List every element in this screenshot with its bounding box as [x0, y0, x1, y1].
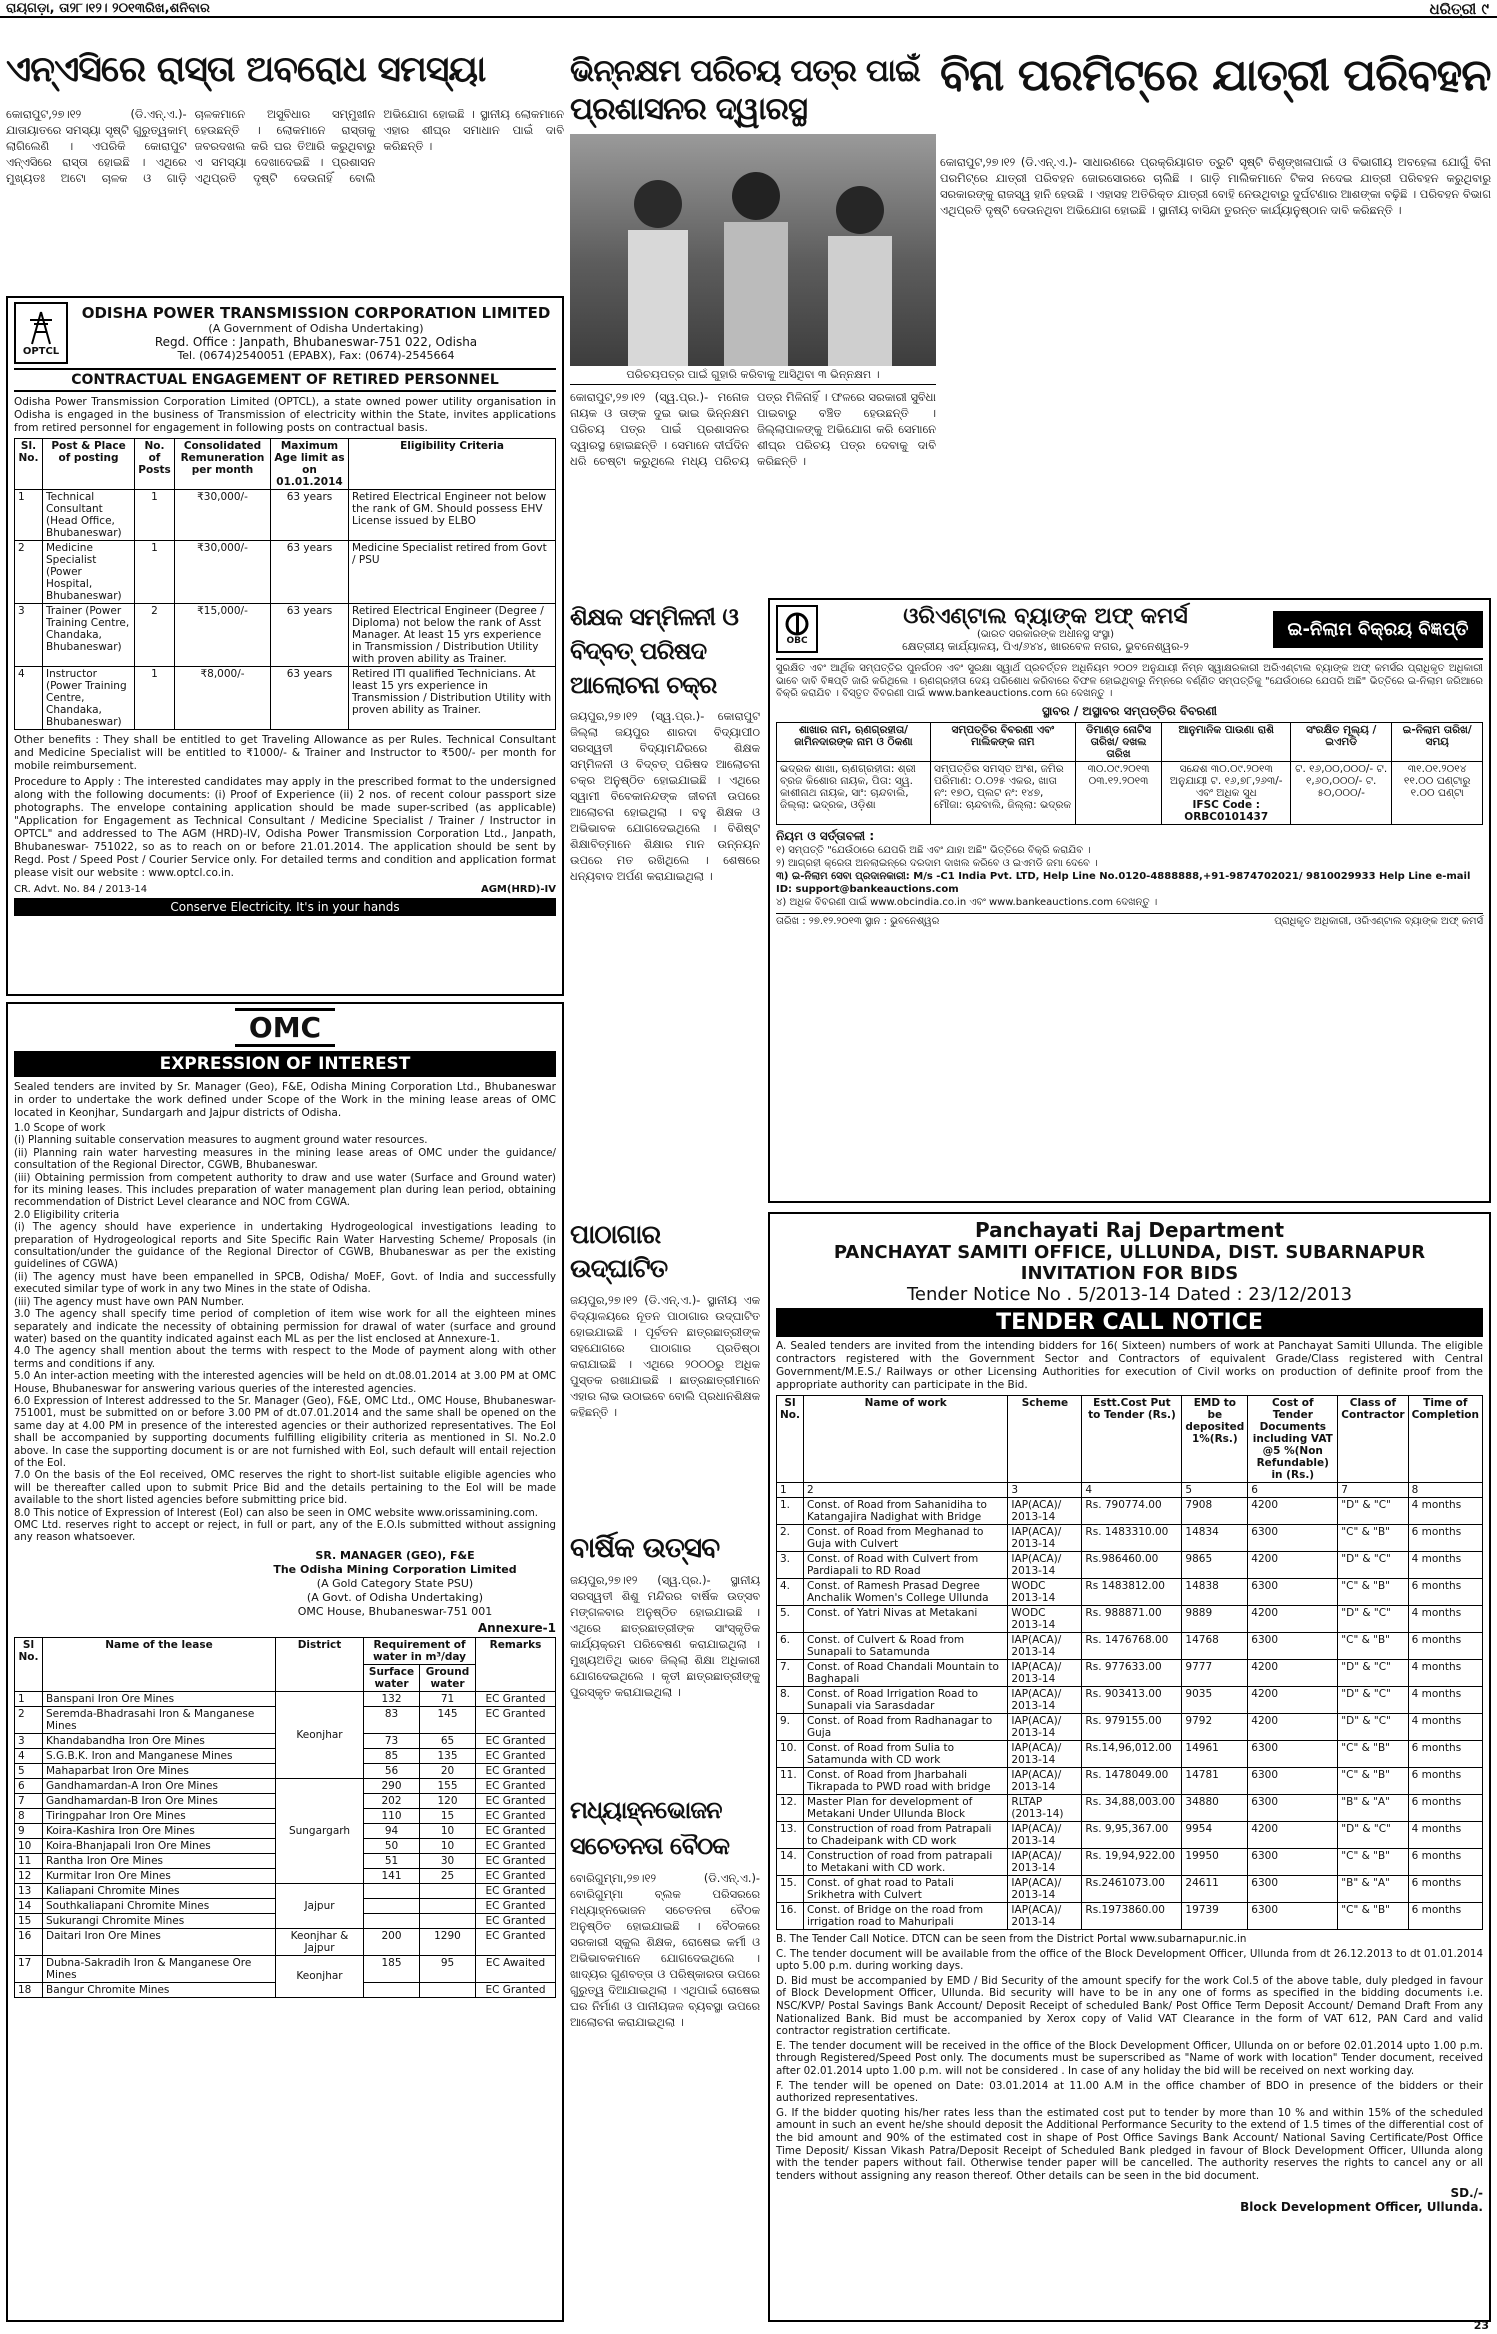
eoi-points	[14, 1123, 556, 1545]
terms-3: ୩) ଇ-ନିଲାମ ସେବା ପ୍ରଦାନକାରୀ: M/s -C1 India Pvt. LTD, Help Line No.0120-4888888,+91-9874702021/ 9810029933 Help Line e-mail ID: support@bankeauctions.com	[776, 870, 1471, 895]
terms-head: ନିୟମ ଓ ସର୍ତ୍ତାବଳୀ :	[776, 828, 875, 843]
table-row: 10 Koira-Bhanjapali Iron Ore Mines 50 10 EC Granted	[15, 1838, 556, 1853]
obc-logo: OBC	[776, 605, 818, 653]
omc-advertisement	[6, 1002, 564, 2322]
article-body: ଜୟପୁର,୨୭।୧୨ (ସ୍ୱ.ପ୍ର.)- ସ୍ଥାନୀୟ ସରସ୍ୱତୀ ଶିଶୁ ମନ୍ଦିରର ବାର୍ଷିକ ଉତ୍ସବ ମଙ୍ଗଳବାର ଅନୁଷ୍ଠିତ ହୋଇଯାଇଛି । ଏଥିରେ ଛାତ୍ରଛାତ୍ରୀଙ୍କ ସାଂସ୍କୃତିକ କାର୍ଯ୍ୟକ୍ରମ ପରିବେଷଣ କରାଯାଇଥିଲା । ମୁଖ୍ୟଅତିଥି ଭାବେ ଜିଲ୍ଲା ଶିକ୍ଷା ଅଧିକାରୀ ଯୋଗଦେଇଥିଲେ । କୃତୀ ଛାତ୍ରଛାତ୍ରୀଙ୍କୁ ପୁରସ୍କୃତ କରାଯାଇଥିଲା ।	[570, 1573, 760, 1699]
auction-tag: ଇ-ନିଲାମ ବିକ୍ରୟ ବିଜ୍ଞପ୍ତି	[1273, 611, 1483, 648]
story-library	[570, 1218, 760, 1518]
mines-table: Sl No. Name of the lease District Requirement of water in m³/day Remarks Surface water Ground water 1 Banspani Iron Ore Mines Keonjhar 132 71 EC Granted 2 Seremda-Bhadrasahi Iron & Manganese Mines 83 145 EC Granted 3 Khandabandha Iron Ore Mines 73 65 EC Granted 4 S.G.B.K. Iron and Manganese Mines 85 135 EC Granted 5 Mahaparbat Iron Ore Mines 56 20 EC Granted 6 Gandhamardan-A Iron Ore Mines Sungargarh 290 155 EC Granted 7 Gandhamardan-B Iron Ore Mines 202 120 EC Granted 8 Tiringpahar Iron Ore Mines 110 15 EC Granted 9 Koira-Kashira Iron Ore Mines 94 10 EC Granted 10 Koira-Bhanjapali Iron Ore Mines 50 10 EC Granted 11 Rantha Iron Ore Mines 51 30 EC Granted 12 Kurmitar Iron Ore Mines 141 25 EC Granted 13 Kaliapani Chromite Mines Jajpur EC Granted 14 Southkaliapani Chromite Mines EC Granted 15 Sukurangi Chromite Mines EC Granted 16 Daitari Iron Ore Mines Keonjhar & Jajpur 200 1290 EC Granted 17 Dubna-Sakradih Iron & Manganese Ore Mines Keonjhar 185 95 EC Awaited 18 Bangur Chromite Mines EC Granted	[14, 1637, 556, 1998]
tower-icon	[26, 310, 56, 346]
eoi-point: (iii) Obtaining permission from competent authority to draw and use water (Surface and Ground water) for its mining leases. This includes preparation of water management plan during lean period, obtaining recommendation of District Level clearance and NOC from CGWA.	[14, 1172, 556, 1209]
story-annual-function	[570, 1530, 760, 1780]
table-row: 14. Construction of road from patrapali to Metakani with CD work. IAP(ACA)/ 2013-14 Rs. 19,94,922.00 19950 6300 "C" & "B" 6 months	[777, 1849, 1483, 1876]
table-row: 4 S.G.B.K. Iron and Manganese Mines 85 135 EC Granted	[15, 1748, 556, 1763]
bank-name: ଓରିଏଣ୍ଟାଲ ବ୍ୟାଙ୍କ ଅଫ୍ କମର୍ସ	[903, 604, 1188, 629]
eoi-point: 3.0 The agency shall specify time period of completion of item wise work for all the eighteen mines separately and indicate the necessity of obtaining permission for drawal of water (surface and ground water) based on the quantity indicated against each ML as per the list enclosed at Annexure-1.	[14, 1309, 556, 1345]
headline: ଶିକ୍ଷକ ସମ୍ମିଳନୀ ଓ ବିଦ୍ବତ୍‌ ପରିଷଦ ଆଲୋଚନା ଚକ୍ର	[570, 603, 738, 699]
story-midday-meal	[570, 1792, 760, 2322]
table-row: 6 Gandhamardan-A Iron Ore Mines Sungargarh 290 155 EC Granted	[15, 1778, 556, 1793]
table-row: 9. Const. of Road from Radhanagar to Guja IAP(ACA)/ 2013-14 Rs. 979155.00 9792 4200 "D" & "C" 4 months	[777, 1714, 1483, 1741]
table-row: 17 Dubna-Sakradih Iron & Manganese Ore Mines Keonjhar 185 95 EC Awaited	[15, 1955, 556, 1982]
headline: ବିନା ପରମିଟ୍‌ରେ ଯାତ୍ରୀ ପରିବହନ	[940, 50, 1491, 101]
table-row: 12 Kurmitar Iron Ore Mines 141 25 EC Granted	[15, 1868, 556, 1883]
eoi-intro: Sealed tenders are invited by Sr. Manager (Geo), F&E, Odisha Mining Corporation Ltd., Bhubaneswar in order to undertake the work defined under Scope of the Work in the mining lease areas of OMC located in Keonjhar, Sundargarh and Jajpur districts of Odisha.	[14, 1081, 556, 1119]
photo-caption: ପରିଚୟପତ୍ର ପାଇଁ ଗୁହାରି କରିବାକୁ ଆସିଥିବା ୩ ଭିନ୍ନକ୍ଷମ ।	[570, 366, 936, 385]
sign-bdo: Block Development Officer, Ullunda.	[1240, 2200, 1483, 2215]
article-body: ଜୟପୁର,୨୭।୧୨ (ଡି.ଏନ୍‌.ଏ.)- ସ୍ଥାନୀୟ ଏକ ବିଦ୍ୟାଳୟରେ ନୂତନ ପାଠାଗାର ଉଦ୍‌ଘାଟିତ ହୋଇଯାଇଛି । ପୂର୍ବତନ ଛାତ୍ରଛାତ୍ରୀଙ୍କ ସହଯୋଗରେ ପାଠାଗାର ପ୍ରତିଷ୍ଠା କରାଯାଇଛି । ଏଥିରେ ୨୦୦୦ରୁ ଅଧିକ ପୁସ୍ତକ ରଖାଯାଇଛି । ଛାତ୍ରଛାତ୍ରୀମାନେ ଏହାର ଲାଭ ଉଠାଇବେ ବୋଲି ପ୍ରଧାନଶିକ୍ଷକ କହିଛନ୍ତି ।	[570, 1293, 760, 1419]
benefits: Other benefits : They shall be entitled to get Traveling Allowance as per Rules. Technical Consultant and Medicine Specialist will be entitled to ₹1000/- & Trainer and Instructor to ₹500/- per month for mobile reimbursement.	[14, 734, 556, 772]
property-table: ଶାଖାର ନାମ, ଋଣଗ୍ରହୀତା/ଜାମିନଦାରଙ୍କ ନାମ ଓ ଠିକଣା ସମ୍ପତ୍ତିର ବିବରଣୀ ଏବଂ ମାଲିକଙ୍କ ନାମ ଡିମାଣ୍ଡ ନୋଟିସ ତାରିଖ/ ଦଖଲ ତାରିଖ ଆନୁମାନିକ ପାଉଣା ରାଶି ସଂରକ୍ଷିତ ମୂଲ୍ୟ / ଇଏମଡି ଇ-ନିଲାମ ତାରିଖ/ ସମୟ ଭଦ୍ରକ ଶାଖା, ଋଣଗ୍ରହୀତା: ଶ୍ରୀ ବ୍ରଜ କିଶୋର ନାୟକ, ପିତା: ସ୍ୱ. କାଶୀନାଥ ନାୟକ, ସାଂ: ଚାନ୍ଦବାଲି, ଜିଲ୍ଲା: ଭଦ୍ରକ, ଓଡ଼ିଶା ସମ୍ପତ୍ତିର ସମସ୍ତ ଅଂଶ, ଜମିର ପରିମାଣ: ୦.୦୨୫ ଏକର, ଖାତା ନଂ: ୧୭୦, ପ୍ଲଟ ନଂ: ୧୪୭, ମୌଜା: ଚାନ୍ଦବାଲି, ଜିଲ୍ଲା: ଭଦ୍ରକ ୩୦.୦୯.୨୦୧୩ ୦୩.୧୨.୨୦୧୩ ସନ୍ଦେଶ ୩୦.୦୯.୨୦୧୩ ଅନୁଯାୟୀ ଟ. ୧୬,୭୮,୨୬୩/- ଏବଂ ଅଧିକ ସୁଧ IFSC Code : ORBC0101437 ଟ. ୧୬,୦୦,୦୦୦/- ଟ. ୧,୬୦,୦୦୦/- ଟ. ୫୦,୦୦୦/- ୩୧.୦୧.୨୦୧୪ ୧୧.୦୦ ଘଣ୍ଟାରୁ ୧.୦୦ ଘଣ୍ଟା	[776, 722, 1483, 825]
table-row: 5 Mahaparbat Iron Ore Mines 56 20 EC Granted	[15, 1763, 556, 1778]
auction-intro: ସୁରକ୍ଷିତ ଏବଂ ଆର୍ଥିକ ସମ୍ପତ୍ତିର ପୁନର୍ଗଠନ ଏବଂ ସୁରକ୍ଷା ସ୍ୱାର୍ଥ ପ୍ରବର୍ତ୍ତନ ଅଧିନିୟମ ୨୦୦୨ ଅନୁଯାୟୀ ନିମ୍ନ ସ୍ୱାକ୍ଷରକାରୀ ଅରିଏଣ୍ଟାଲ ବ୍ୟାଙ୍କ ଅଫ୍ କମର୍ସର ପ୍ରାଧିକୃତ ଅଧିକାରୀ ଭାବେ ଦାବି ବିଜ୍ଞପ୍ତି ଜାରି କରିଥିଲେ । ଋଣଗ୍ରହୀତା ଦେୟ ପରିଶୋଧ କରିବାରେ ବିଫଳ ହୋଇଥିବାରୁ ନିମ୍ନରେ ବର୍ଣ୍ଣିତ ସମ୍ପତ୍ତିକୁ "ଯେଉଁଠାରେ ଯେପରି ଅଛି" ଭିତ୍ତିରେ ଇ-ନିଲାମ ଜରିଆରେ ବିକ୍ରି କରାଯିବ । ବିସ୍ତୃତ ବିବରଣୀ ପାଇଁ www.bankeauctions.com ରେ ଦେଖନ୍ତୁ ।	[776, 663, 1483, 699]
table-row: 2 Medicine Specialist (Power Hospital, Bhubaneswar) 1 ₹30,000/- 63 years Medicine Specialist retired from Govt / PSU	[15, 541, 556, 604]
omc-logo: OMC	[235, 1008, 335, 1047]
table-row: 15 Sukurangi Chromite Mines EC Granted	[15, 1913, 556, 1928]
table-row: 11 Rantha Iron Ore Mines 51 30 EC Granted	[15, 1853, 556, 1868]
footer-page: 23	[1473, 2319, 1489, 2332]
eoi-point: 5.0 An inter-action meeting with the interested agencies will be held on dt.08.01.2014 at 3.00 PM at OMC House, Bhubaneswar for answering various queries of the interested agencies.	[14, 1371, 556, 1395]
article-body: ଜୟପୁର,୨୭।୧୨ (ସ୍ୱ.ପ୍ର.)- କୋରାପୁଟ ଜିଲ୍ଲା ଜୟପୁର ଶାରଦା ବିଦ୍ୟାପୀଠ ସରସ୍ୱତୀ ବିଦ୍ୟାମନ୍ଦିରରେ ଶିକ୍ଷକ ସମ୍ମିଳନୀ ଓ ବିଦ୍ବତ୍‌ ପରିଷଦ ଆଲୋଚନା ଚକ୍ର ଅନୁଷ୍ଠିତ ହୋଇଯାଇଛି । ଏଥିରେ ସ୍ୱାମୀ ବିବେକାନନ୍ଦଙ୍କ ଜୀବନୀ ଉପରେ ଆଲୋଚନା ହୋଇଥିଲା । ବହୁ ଶିକ୍ଷକ ଓ ଅଭିଭାବକ ଯୋଗଦେଇଥିଲେ । ବିଶିଷ୍ଟ ଶିକ୍ଷାବିତ୍‌ମାନେ ଶିକ୍ଷାର ମାନ ଉନ୍ନୟନ ଉପରେ ମତ ରଖିଥିଲେ । ଶେଷରେ ଧନ୍ୟବାଦ ଅର୍ପଣ କରାଯାଇଥିଲା ।	[570, 709, 760, 883]
place-date: ତାରିଖ : ୨୭.୧୨.୨୦୧୩ ସ୍ଥାନ : ଭୁବନେଶ୍ୱର	[776, 915, 940, 927]
company-address: Regd. Office : Janpath, Bhubaneswar-751 022, Odisha	[154, 335, 478, 349]
bank-sub: (ଭାରତ ସରକାରଙ୍କ ଅଧୀନସ୍ଥ ସଂସ୍ଥା)	[976, 629, 1115, 640]
company-sub: (A Government of Odisha Undertaking)	[208, 322, 424, 335]
table-row: 16 Daitari Iron Ore Mines Keonjhar & Jajpur 200 1290 EC Granted	[15, 1928, 556, 1955]
article-body: କୋରାପୁଟ,୨୭।୧୨ (ଡି.ଏନ୍‌.ଏ.)- ଯାତାୟାତରେ ସମସ୍ୟା ସୃଷ୍ଟି ଗୁରୁତ୍ୱକାମ୍‌ ଲାଗିଲେଣି । ଏପରିକି କୋରାପୁଟ ଏନ୍‌ଏସିରେ ରାସ୍ତା ହୋଇଛି । ଏଥିରେ ମୁଖ୍ୟତଃ ଅଟୋ ଚାଳକ ଓ ଗାଡ଼ି ଚାଳକମାନେ ଅସୁବିଧାର ସମ୍ମୁଖୀନ ହେଉଛନ୍ତି । ଲୋକମାନେ ରାସ୍ତାକୁ ଜବରଦଖଲ କରି ଘର ତିଆରି କରୁଥିବାରୁ ଏ ସମସ୍ୟା ଦେଖାଦେଇଛି । ପ୍ରଶାସନ ଏଥିପ୍ରତି ଦୃଷ୍ଟି ଦେଉନାହିଁ ବୋଲି ଅଭିଯୋଗ ହୋଇଛି । ସ୍ଥାନୀୟ ଲୋକମାନେ ଏହାର ଶୀଘ୍ର ସମାଧାନ ପାଇଁ ଦାବି କରିଛନ୍ତି ।	[6, 107, 564, 185]
department: Panchayati Raj Department	[974, 1218, 1285, 1242]
omc-sign-5: OMC House, Bhubaneswar-751 001	[297, 1604, 493, 1618]
tender-advertisement	[768, 1212, 1491, 2322]
terms-1: ୧) ସମ୍ପତ୍ତି "ଯେଉଁଠାରେ ଯେପରି ଅଛି ଏବଂ ଯାହା ଅଛି" ଭିତ୍ତିରେ ବିକ୍ରି କରାଯିବ ।	[776, 844, 1091, 856]
bank-icon	[785, 612, 809, 636]
headline: ଭିନ୍ନକ୍ଷମ ପରିଚୟ ପତ୍ର ପାଇଁ ପ୍ରଶାସନର ଦ୍ୱାରସ୍ଥ	[570, 53, 920, 127]
posts-table: Sl. No. Post & Place of posting No. of Posts Consolidated Remuneration per month Maximum Age limit as on 01.01.2014 Eligibility Criteria 1 Technical Consultant (Head Office, Bhubaneswar) 1 ₹30,000/- 63 years Retired Electrical Engineer not below the rank of GM. Should possess EHV License issued by ELBO 2 Medicine Specialist (Power Hospital, Bhubaneswar) 1 ₹30,000/- 63 years Medicine Specialist retired from Govt / PSU 3 Trainer (Power Training Centre, Chandaka, Bhubaneswar) 2 ₹15,000/- 63 years Retired Electrical Engineer (Degree / Diploma) not below the rank of Asst Manager. At least 15 yrs experience in Transmission / Distribution Utility with proven ability as Trainer. 4 Instructor (Power Training Centre, Chandaka, Bhubaneswar) 1 ₹8,000/- 63 years Retired ITI qualified Technicians. At least 15 yrs experience in Transmission / Distribution Utility with proven ability as Trainer.	[14, 438, 556, 730]
eoi-title: EXPRESSION OF INTEREST	[14, 1051, 556, 1077]
table-row: 1 Banspani Iron Ore Mines Keonjhar 132 71 EC Granted	[15, 1691, 556, 1706]
procedure: Procedure to Apply : The interested candidates may apply in the prescribed format to the undersigned along with the following documents: (i) Proof of Experience (ii) 2 nos. of recent colour passport size photographs. The envelope containing application should be made super-scribed (as applicable) "Application for Engagement as Technical Consultant / Medicine Specialist / Trainer / Instructor in OPTCL" and addressed to The AGM (HRD)-IV, Odisha Power Transmission Corporation Ltd., Janpath, Bhubaneswar- 751022, so as to reach on or before 21.01.2014. The application should be sent by Regd. Post / Speed Post / Courier Service only. For detailed terms and condition and application format please visit our website : www.optcl.co.in.	[14, 776, 556, 879]
eoi-point: 8.0 This notice of Expression of Interest (EoI) can also be seen in OMC website www.orissamining.com.	[14, 1507, 539, 1519]
article-body: କୋରାପୁଟ,୨୭।୧୨ (ସ୍ୱ.ପ୍ର.)- ମନୋଜ ନାୟକ ଓ ତାଙ୍କ ଦୁଇ ଭାଇ ଭିନ୍ନକ୍ଷମ ପରିଚୟ ପତ୍ର ପାଇଁ ପ୍ରଶାସନର ଦ୍ୱାରସ୍ଥ ହୋଇଛନ୍ତି । ସେମାନେ ଦୀର୍ଘଦିନ ଧରି ଚେଷ୍ଟା କରୁଥିଲେ ମଧ୍ୟ ପରିଚୟ ପତ୍ର ମିଳିନାହିଁ । ଫଳରେ ସରକାରୀ ସୁବିଧା ପାଇବାରୁ ବଞ୍ଚିତ ହେଉଛନ୍ତି । ଜିଲ୍ଲାପାଳଙ୍କୁ ଅଭିଯୋଗ କରି ସେମାନେ ଶୀଘ୍ର ପରିଚୟ ପତ୍ର ଦେବାକୁ ଦାବି କରିଛନ୍ତି ।	[570, 390, 936, 468]
article-body: ବୋରିଗୁମ୍ମା,୨୭।୧୨ (ଡି.ଏନ୍‌.ଏ.)- ବୋରିଗୁମ୍ମା ବ୍ଲକ ପରିସରରେ ମଧ୍ୟାହ୍ନଭୋଜନ ସଚେତନତା ବୈଠକ ଅନୁଷ୍ଠିତ ହୋଇଯାଇଛି । ବୈଠକରେ ସରକାରୀ ସ୍କୁଲ ଶିକ୍ଷକ, ରୋଷେଇ କର୍ମୀ ଓ ଅଭିଭାବକମାନେ ଯୋଗଦେଇଥିଲେ । ଖାଦ୍ୟର ଗୁଣବତ୍ତା ଓ ପରିଷ୍କାରତା ଉପରେ ଗୁରୁତ୍ୱ ଦିଆଯାଇଥିଲା । ଏଥିପାଇଁ ରୋଷେଇ ଘର ନିର୍ମାଣ ଓ ପାନୀୟଜଳ ବ୍ୟବସ୍ଥା ଉପରେ ଆଲୋଚନା କରାଯାଇଥିଲା ।	[570, 1871, 760, 2029]
table-row: 4. Const. of Ramesh Prasad Degree Anchalik Women's College Ullunda WODC 2013-14 Rs 1483812.00 14838 6300 "C" & "B" 6 months	[777, 1579, 1483, 1606]
table-row: 5. Const. of Yatri Nivas at Metakani WODC 2013-14 Rs. 988871.00 9889 4200 "D" & "C" 4 months	[777, 1606, 1483, 1633]
table-row: 1 Technical Consultant (Head Office, Bhubaneswar) 1 ₹30,000/- 63 years Retired Electrical Engineer not below the rank of GM. Should possess EHV License issued by ELBO	[15, 490, 556, 541]
obc-advertisement	[768, 598, 1491, 1203]
eoi-point: 7.0 On the basis of the EoI received, OMC reserves the right to short-list suitable eligible agencies who will be thereafter called upon to submit Price Bid and the details pertaining to the EoI will be made available to the short listed agencies before submitting price bid.	[14, 1470, 556, 1507]
table-row: 7 Gandhamardan-B Iron Ore Mines 202 120 EC Granted	[15, 1793, 556, 1808]
table-row: 13. Construction of road from Patrapali to Chadeipank with CD work IAP(ACA)/ 2013-14 Rs. 9,95,367.00 9954 4200 "D" & "C" 4 months	[777, 1822, 1483, 1849]
tender-note: D. Bid must be accompanied by EMD / Bid Security of the amount specify for the work Col.5 of the above table, duly pledged in favour of Block Development Officer, Ullunda. Bid security will have to be in any one of forms as specified in the bidding documents i.e. NSC/KVP/ Postal Savings Bank Account/ Deposit Receipt of scheduled Bank/ Post Office Term Deposit Account/ Demand Draft From any Nationalized Bank. Bid must be accompanied by Xerox copy of Valid VAT Clearance in the form of VAT 612, PAN Card and valid contractor registration certificate.	[776, 1974, 1483, 2038]
article-body: କୋରାପୁଟ,୨୭।୧୨ (ଡି.ଏନ୍‌.ଏ.)- ସାଧାରଣରେ ପ୍ରକ୍ରିୟାଗତ ତ୍ରୁଟି ସୃଷ୍ଟି ବିଶୃଙ୍ଖଳାପାଇଁ ଓ ବିଭାଗୀୟ ଅବହେଳା ଯୋଗୁଁ ବିନା ପରମିଟ୍‌ରେ ଯାତ୍ରୀ ପରିବହନ ଜୋରସୋରରେ ଚାଲିଛି । ଗାଡ଼ି ମାଲିକମାନେ ଟିକସ ନଦେଇ ଯାତ୍ରୀ ପରିବହନ କରୁଥିବାରୁ ସରକାରଙ୍କୁ ରାଜସ୍ୱ ହାନି ହେଉଛି । ଏହାସହ ଅତିରିକ୍ତ ଯାତ୍ରୀ ବୋହି ନେଉଥିବାରୁ ଦୁର୍ଘଟଣାର ଆଶଙ୍କା ବଢ଼ିଛି । ପରିବହନ ବିଭାଗ ଏଥିପ୍ରତି ଦୃଷ୍ଟି ଦେଉନଥିବା ଅଭିଯୋଗ ହୋଇଛି । ସ୍ଥାନୀୟ ବାସିନ୍ଦା ତୁରନ୍ତ କାର୍ଯ୍ୟାନୁଷ୍ଠାନ ଦାବି କରିଛନ୍ତି ।	[940, 155, 1491, 217]
property-subhead: ସ୍ଥାବର / ଅସ୍ଥାବର ସମ୍ପତ୍ତିର ବିବରଣୀ	[1041, 703, 1218, 718]
slogan-bar: Conserve Electricity. It's in your hands	[14, 898, 556, 916]
terms-4: ୪) ଅଧିକ ବିବରଣୀ ପାଇଁ www.obcindia.co.in ଏବଂ www.bankeauctions.com ଦେଖନ୍ତୁ ।	[776, 896, 1158, 908]
table-row: 13 Kaliapani Chromite Mines Jajpur EC Granted	[15, 1883, 556, 1898]
table-row: 7. Const. of Road Chandali Mountain to Baghapali IAP(ACA)/ 2013-14 Rs. 977633.00 9777 4200 "D" & "C" 4 months	[777, 1660, 1483, 1687]
eoi-point: 1.0 Scope of work	[14, 1123, 106, 1134]
table-row: 18 Bangur Chromite Mines EC Granted	[15, 1982, 556, 1997]
optcl-logo: OPTCL	[14, 302, 68, 364]
news-photo	[570, 134, 936, 366]
story-road-blockade	[6, 49, 564, 290]
table-row: 2 Seremda-Bhadrasahi Iron & Manganese Mines 83 145 EC Granted	[15, 1706, 556, 1733]
table-row: 8 Tiringpahar Iron Ore Mines 110 15 EC Granted	[15, 1808, 556, 1823]
story-teachers-meet	[570, 600, 760, 1210]
table-row: 10. Const. of Road from Sulia to Satamunda with CD work IAP(ACA)/ 2013-14 Rs.14,96,012.00 14961 6300 "C" & "B" 6 months	[777, 1741, 1483, 1768]
table-row: 14 Southkaliapani Chromite Mines EC Granted	[15, 1898, 556, 1913]
headline: ବାର୍ଷିକ ଉତ୍ସବ	[570, 1531, 720, 1564]
table-row: 12. Master Plan for development of Metakani Under Ullunda Block RLTAP (2013-14) Rs. 34,88,003.00 34880 6300 "B" & "A" 6 months	[777, 1795, 1483, 1822]
table-row: 16. Const. of Bridge on the road from irrigation road to Mahuripali IAP(ACA)/ 2013-14 Rs.1973860.00 19739 6300 "C" & "B" 6 months	[777, 1903, 1483, 1930]
table-row: 8. Const. of Road Irrigation Road to Sunapali via Sarasdadar IAP(ACA)/ 2013-14 Rs. 903413.00 9035 4200 "D" & "C" 4 months	[777, 1687, 1483, 1714]
company-name: ODISHA POWER TRANSMISSION CORPORATION LIMITED	[81, 304, 551, 322]
eoi-point: 2.0 Eligibility criteria	[14, 1209, 120, 1221]
headline: ମଧ୍ୟାହ୍ନଭୋଜନ ସଚେତନତା ବୈଠକ	[570, 1796, 729, 1860]
table-row: 1. Const. of Road from Sahanidiha to Katangajira Nadighat with Bridge IAP(ACA)/ 2013-14 Rs. 790774.00 7908 4200 "D" & "C" 4 months	[777, 1498, 1483, 1525]
page-number: ଧରିତ୍ରୀ ୯	[1429, 0, 1489, 18]
eoi-point: 4.0 The agency shall mention about the terms with respect to the Mode of payment along with other terms and conditions if any.	[14, 1346, 556, 1370]
bank-office: କ୍ଷେତ୍ରୀୟ କାର୍ଯ୍ୟାଳୟ, ପିଏ/୬୪୪, ଖାରବେଳ ନଗର, ଭୁବନେଶ୍ୱର-୨	[902, 640, 1189, 653]
table-row: 4 Instructor (Power Training Centre, Chandaka, Bhubaneswar) 1 ₹8,000/- 63 years Retired ITI qualified Technicians. At least 15 yrs experience in Transmission / Distribution Utility with proven ability as Trainer.	[15, 667, 556, 730]
advt-number: CR. Advt. No. 84 / 2013-14	[14, 884, 148, 895]
page-header	[0, 0, 1497, 18]
eoi-point: (i) The agency should have experience in undertaking Hydrogeological investigations leading to preparation of Hydrogeological reports and Site Specific Rain Water Harvesting Scheme/ Proposals (in consultation/under the guidance of the Regional Director of CGWB, Bhubaneswar as per the existing guidelines of CGWA)	[14, 1222, 556, 1271]
dateline: ରାୟଗଡ଼ା, ତା୨୮।୧୨। ୨୦୧୩ରିଖ,ଶନିବାର	[6, 1, 210, 16]
tender-notice-no: Tender Notice No . 5/2013-14 Dated : 23/12/2013	[906, 1284, 1353, 1305]
tender-note: C. The tender document will be available from the office of the Block Development Officer, Ullunda from dt 26.12.2013 to dt 01.01.2014 upto 5.00 p.m. during working days.	[776, 1947, 1483, 1973]
table-row: 3 Khandabandha Iron Ore Mines 73 65 EC Granted	[15, 1733, 556, 1748]
eoi-point: OMC Ltd. reserves right to accept or reject, in full or part, any of the E.O.Is submitted without assigning any reason whatsoever.	[14, 1520, 556, 1544]
annexure-label: Annexure-1	[477, 1620, 556, 1635]
tender-title: TENDER CALL NOTICE	[776, 1308, 1483, 1337]
ad-intro: Odisha Power Transmission Corporation Limited (OPTCL), a state owned power utility organisation in Odisha is engaged in the business of Transmission of electricity within the State, invites applications from retired personnel for engagement in following posts on contractual basis.	[14, 396, 556, 434]
sign-sd: SD./-	[1450, 2186, 1483, 2201]
table-row: 3. Const. of Road with Culvert from Pardiapali to RD Road IAP(ACA)/ 2013-14 Rs.986460.00 9865 4200 "D" & "C" 4 months	[777, 1552, 1483, 1579]
omc-sign-3: (A Gold Category State PSU)	[316, 1576, 474, 1590]
table-row: 2. Const. of Road from Meghanad to Guja with Culvert IAP(ACA)/ 2013-14 Rs. 1483310.00 14834 6300 "C" & "B" 6 months	[777, 1525, 1483, 1552]
eoi-point: (iii) The agency must have own PAN Number.	[14, 1296, 245, 1308]
eoi-point: (i) Planning suitable conservation measures to augment ground water resources.	[14, 1135, 428, 1147]
office-name: PANCHAYAT SAMITI OFFICE, ULLUNDA, DIST. SUBARNAPUR	[833, 1242, 1426, 1263]
bank-signatory: ପ୍ରାଧିକୃତ ଅଧିକାରୀ, ଓରିଏଣ୍ଟାଲ ବ୍ୟାଙ୍କ ଅଫ୍ କମର୍ସ	[1274, 915, 1483, 927]
works-table: Sl No. Name of work Scheme Estt.Cost Put to Tender (Rs.) EMD to be deposited 1%(Rs.) Cost of Tender Documents including VAT @5 %(Non Refundable) in (Rs.) Class of Contractor Time of Completion 1 2 3 4 5 6 7 8 1. Const. of Road from Sahanidiha to Katangajira Nadighat with Bridge IAP(ACA)/ 2013-14 Rs. 790774.00 7908 4200 "D" & "C" 4 months 2. Const. of Road from Meghanad to Guja with Culvert IAP(ACA)/ 2013-14 Rs. 1483310.00 14834 6300 "C" & "B" 6 months 3. Const. of Road with Culvert from Pardiapali to RD Road IAP(ACA)/ 2013-14 Rs.986460.00 9865 4200 "D" & "C" 4 months 4. Const. of Ramesh Prasad Degree Anchalik Women's College Ullunda WODC 2013-14 Rs 1483812.00 14838 6300 "C" & "B" 6 months 5. Const. of Yatri Nivas at Metakani WODC 2013-14 Rs. 988871.00 9889 4200 "D" & "C" 4 months 6. Const. of Culvert & Road from Sunapali to Satamunda IAP(ACA)/ 2013-14 Rs. 1476768.00 14768 6300 "C" & "B" 6 months 7. Const. of Road Chandali Mountain to Baghapali IAP(ACA)/ 2013-14 Rs. 977633.00 9777 4200 "D" & "C" 4 months 8. Const. of Road Irrigation Road to Sunapali via Sarasdadar IAP(ACA)/ 2013-14 Rs. 903413.00 9035 4200 "D" & "C" 4 months 9. Const. of Road from Radhanagar to Guja IAP(ACA)/ 2013-14 Rs. 979155.00 9792 4200 "D" & "C" 4 months 10. Const. of Road from Sulia to Satamunda with CD work IAP(ACA)/ 2013-14 Rs.14,96,012.00 14961 6300 "C" & "B" 6 months 11. Const. of Road from Jharbahali Tikrapada to PWD road with bridge IAP(ACA)/ 2013-14 Rs. 1478049.00 14781 6300 "C" & "B" 6 months 12. Master Plan for development of Metakani Under Ullunda Block RLTAP (2013-14) Rs. 34,88,003.00 34880 6300 "B" & "A" 6 months 13. Construction of road from Patrapali to Chadeipank with CD work IAP(ACA)/ 2013-14 Rs. 9,95,367.00 9954 4200 "D" & "C" 4 months 14. Construction of road from patrapali to Metakani with CD work. IAP(ACA)/ 2013-14 Rs. 19,94,922.00 19950 6300 "C" & "B" 6 months 15. Const. of ghat road to Patali Srikhetra with Culvert IAP(ACA)/ 2013-14 Rs.2461073.00 24611 6300 "B" & "A" 6 months 16. Const. of Bridge on the road from irrigation road to Mahuripali IAP(ACA)/ 2013-14 Rs.1973860.00 19739 6300 "C" & "B" 6 months	[776, 1395, 1483, 1930]
company-tel: Tel. (0674)2540051 (EPABX), Fax: (0674)-2545664	[177, 349, 455, 362]
optcl-advertisement	[6, 296, 564, 996]
eoi-point: (ii) The agency must have been empanelled in SPCB, Odisha/ MoEF, Govt. of India and successfully executed similar type of work in any two Mines in the state of Odisha.	[14, 1271, 556, 1296]
story-permit	[940, 52, 1491, 592]
eoi-point: (ii) Planning rain water harvesting measures in the mining lease areas of OMC under the guidance/ consultation of the Regional Director, CGWB, Bhubaneswar.	[14, 1147, 556, 1172]
table-row: 6. Const. of Culvert & Road from Sunapali to Satamunda IAP(ACA)/ 2013-14 Rs. 1476768.00 14768 6300 "C" & "B" 6 months	[777, 1633, 1483, 1660]
headline: ପାଠାଗାର ଉଦ୍‌ଘାଟିତ	[570, 1220, 668, 1284]
headline: ଏନ୍‌ଏସିରେ ରାସ୍ତା ଅବରୋଧ ସମସ୍ୟା	[6, 49, 486, 90]
terms-2: ୨) ଆଗ୍ରହୀ କ୍ରେତା ଅନଲାଇନ୍‌ରେ ଦରଦାମ ଦାଖଲ କରିବେ ଓ ଇଏମଡି ଜମା ଦେବେ ।	[776, 857, 1098, 869]
table-row: 3 Trainer (Power Training Centre, Chandaka, Bhubaneswar) 2 ₹15,000/- 63 years Retired Electrical Engineer (Degree / Diploma) not below the rank of Asst Manager. At least 15 yrs experience in Transmission / Distribution Utility with proven ability as Trainer.	[15, 604, 556, 667]
omc-sign-1: SR. MANAGER (GEO), F&E	[315, 1548, 475, 1562]
invitation: INVITATION FOR BIDS	[1020, 1263, 1239, 1284]
tender-note: B. The Tender Call Notice. DTCN can be seen from the District Portal www.subarnapur.nic.in	[776, 1933, 1247, 1945]
story-disabled-id	[570, 52, 936, 582]
tender-note: F. The tender will be opened on Date: 03.01.2014 at 11.00 A.M in the office chamber of BDO in presence of the bidders or their authorized representatives.	[776, 2079, 1483, 2105]
tender-note: G. If the bidder quoting his/her rates less than the estimated cost put to tender by more than 10 % and within 15% of the scheduled amount in such an event he/she should deposit the Additional Performance Security to the extend of 1.5 times of the differential cost of the bid amount and 90% of the estimated cost in shape of Post Office Savings Bank Account/ National Saving Certificate/Post Office Time Deposit/ Kissan Vikash Patra/Deposit Receipt of Scheduled Bank pledged in favour of Block Development Officer, Ullunda along with the tender papers without fail. Otherwise tender paper will be cancelled. The authority reserves the rights to cancel any or all tenders without assigning any reason thereof. Other details can be seen in the bid document.	[776, 2106, 1483, 2182]
tender-notes	[776, 1933, 1483, 2182]
ad-title: CONTRACTUAL ENGAGEMENT OF RETIRED PERSONNEL	[14, 368, 556, 392]
tender-note: E. The tender document will be received in the office of the Block Development Officer, Ullunda on or before 02.01.2014 upto 1.00 p.m. through Registered/Speed Post only. The documents must be superscribed as "Name of work with location" Tender document, received after 02.01.2014 upto 1.00 p.m. will not be considered . In case of any holiday the bid will be received on next working day.	[776, 2039, 1483, 2077]
table-row: 15. Const. of ghat road to Patali Srikhetra with Culvert IAP(ACA)/ 2013-14 Rs.2461073.00 24611 6300 "B" & "A" 6 months	[777, 1876, 1483, 1903]
table-row: ଭଦ୍ରକ ଶାଖା, ଋଣଗ୍ରହୀତା: ଶ୍ରୀ ବ୍ରଜ କିଶୋର ନାୟକ, ପିତା: ସ୍ୱ. କାଶୀନାଥ ନାୟକ, ସାଂ: ଚାନ୍ଦବାଲି, ଜିଲ୍ଲା: ଭଦ୍ରକ, ଓଡ଼ିଶା ସମ୍ପତ୍ତିର ସମସ୍ତ ଅଂଶ, ଜମିର ପରିମାଣ: ୦.୦୨୫ ଏକର, ଖାତା ନଂ: ୧୭୦, ପ୍ଲଟ ନଂ: ୧୪୭, ମୌଜା: ଚାନ୍ଦବାଲି, ଜିଲ୍ଲା: ଭଦ୍ରକ ୩୦.୦୯.୨୦୧୩ ୦୩.୧୨.୨୦୧୩ ସନ୍ଦେଶ ୩୦.୦୯.୨୦୧୩ ଅନୁଯାୟୀ ଟ. ୧୬,୭୮,୨୬୩/- ଏବଂ ଅଧିକ ସୁଧ IFSC Code : ORBC0101437 ଟ. ୧୬,୦୦,୦୦୦/- ଟ. ୧,୬୦,୦୦୦/- ଟ. ୫୦,୦୦୦/- ୩୧.୦୧.୨୦୧୪ ୧୧.୦୦ ଘଣ୍ଟାରୁ ୧.୦୦ ଘଣ୍ଟା	[777, 761, 1483, 824]
eoi-point: 6.0 Expression of Interest addressed to the Sr. Manager (Geo), F&E, OMC Ltd., OMC House, Bhubaneswar-751001, must be submitted on or before 3.00 PM of dt.07.01.2014 and the same shall be opened on the same day at 4.00 PM in presence of the interested agencies or their authorized representatives. The EoI shall be accompanied by supporting documents fulfilling eligibility criteria as mentioned in Sl. No.2.0 above. In case the supporting document is or are not furnished with EoI, such default will entail rejection of the EoI.	[14, 1395, 556, 1469]
omc-sign-4: (A Govt. of Odisha Undertaking)	[306, 1590, 484, 1604]
tender-intro: A. Sealed tenders are invited from the intending bidders for 16( Sixteen) numbers of work at Panchayat Samiti Ullunda. The eligible contractors registered with the Government Sector and Contractors of equivalent Grade/Class registered with Central Government/M.E.S./ Railways or other Licensing Authorities for execution of Civil works on production of definite proof from the appropriate authority can participate in the Bid.	[776, 1340, 1483, 1391]
omc-sign-2: The Odisha Mining Corporation Limited	[273, 1562, 517, 1576]
table-row: 9 Koira-Kashira Iron Ore Mines 94 10 EC Granted	[15, 1823, 556, 1838]
table-row: 11. Const. of Road from Jharbahali Tikrapada to PWD road with bridge IAP(ACA)/ 2013-14 Rs. 1478049.00 14781 6300 "C" & "B" 6 months	[777, 1768, 1483, 1795]
signatory: AGM(HRD)-IV	[480, 884, 556, 895]
